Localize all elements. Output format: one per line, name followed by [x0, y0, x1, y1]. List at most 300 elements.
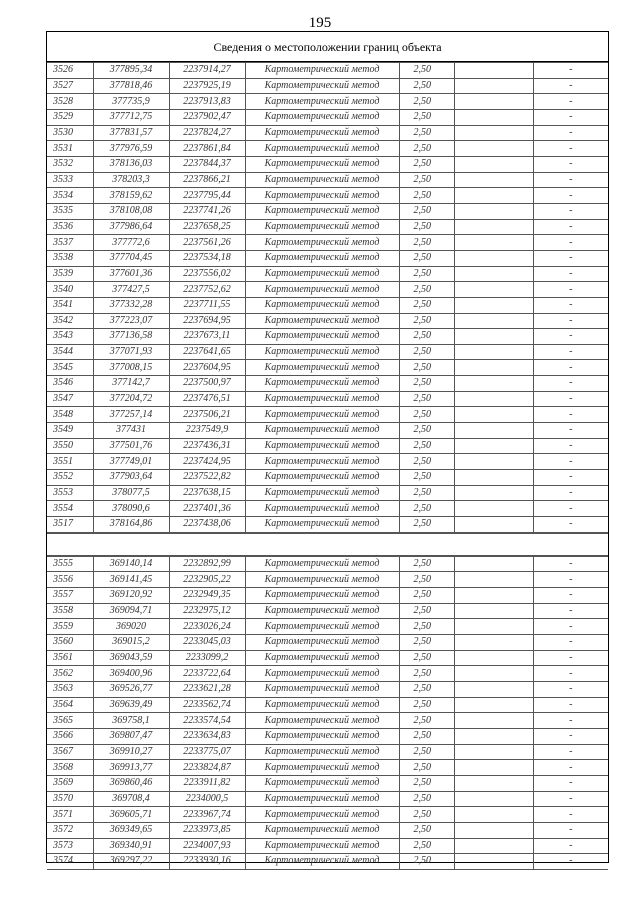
coord-x: 377818,46: [93, 78, 169, 94]
coord-y: 2237641,65: [169, 344, 245, 360]
coord-x: 369043,59: [93, 650, 169, 666]
coord-y: 2237476,51: [169, 391, 245, 407]
method-cell: Картометрический метод: [245, 603, 399, 619]
page-number: 195: [308, 15, 332, 31]
accuracy-cell: 2,50: [399, 588, 454, 604]
coord-x: 377501,76: [93, 438, 169, 454]
accuracy-cell: 2,50: [399, 603, 454, 619]
method-cell: Картометрический метод: [245, 172, 399, 188]
accuracy-cell: 2,50: [399, 572, 454, 588]
description-cell: -: [533, 329, 608, 345]
empty-cell: [454, 188, 533, 204]
accuracy-cell: 2,50: [399, 822, 454, 838]
accuracy-cell: 2,50: [399, 156, 454, 172]
empty-cell: [454, 266, 533, 282]
point-number: 3548: [47, 407, 93, 423]
table-row: [47, 791, 608, 807]
table-row: [47, 603, 608, 619]
accuracy-cell: 2,50: [399, 775, 454, 791]
point-number: 3566: [47, 728, 93, 744]
empty-cell: [454, 697, 533, 713]
description-cell: -: [533, 297, 608, 313]
coord-y: 2237534,18: [169, 250, 245, 266]
empty-cell: [454, 760, 533, 776]
coord-x: 377136,58: [93, 329, 169, 345]
coord-x: 377427,5: [93, 282, 169, 298]
point-number: 3554: [47, 501, 93, 517]
table-row: [47, 94, 608, 110]
accuracy-cell: 2,50: [399, 744, 454, 760]
empty-cell: [454, 588, 533, 604]
point-number: 3539: [47, 266, 93, 282]
coord-y: 2237795,44: [169, 188, 245, 204]
description-cell: -: [533, 313, 608, 329]
point-number: 3528: [47, 94, 93, 110]
empty-cell: [454, 603, 533, 619]
accuracy-cell: 2,50: [399, 297, 454, 313]
description-cell: -: [533, 235, 608, 251]
coord-y: 2237436,31: [169, 438, 245, 454]
description-cell: -: [533, 172, 608, 188]
method-cell: Картометрический метод: [245, 438, 399, 454]
description-cell: -: [533, 360, 608, 376]
table-row: [47, 470, 608, 486]
method-cell: Картометрический метод: [245, 619, 399, 635]
coord-y: 2233562,74: [169, 697, 245, 713]
method-cell: Картометрический метод: [245, 203, 399, 219]
method-cell: Картометрический метод: [245, 470, 399, 486]
coord-y: 2237741,26: [169, 203, 245, 219]
method-cell: Картометрический метод: [245, 109, 399, 125]
coord-x: 378108,08: [93, 203, 169, 219]
coord-x: 377257,14: [93, 407, 169, 423]
point-number: 3537: [47, 235, 93, 251]
description-cell: -: [533, 407, 608, 423]
empty-cell: [454, 454, 533, 470]
empty-cell: [454, 470, 533, 486]
coord-y: 2232949,35: [169, 588, 245, 604]
description-cell: -: [533, 423, 608, 439]
description-cell: -: [533, 94, 608, 110]
point-number: 3541: [47, 297, 93, 313]
coord-x: 369708,4: [93, 791, 169, 807]
description-cell: -: [533, 470, 608, 486]
point-number: 3549: [47, 423, 93, 439]
accuracy-cell: 2,50: [399, 666, 454, 682]
description-cell: -: [533, 438, 608, 454]
accuracy-cell: 2,50: [399, 63, 454, 79]
method-cell: Картометрический метод: [245, 391, 399, 407]
coord-y: 2237522,82: [169, 470, 245, 486]
method-cell: Картометрический метод: [245, 78, 399, 94]
accuracy-cell: 2,50: [399, 838, 454, 854]
table-row: [47, 63, 608, 79]
coord-y: 2233967,74: [169, 807, 245, 823]
table-row: [47, 760, 608, 776]
accuracy-cell: 2,50: [399, 266, 454, 282]
coord-x: 369340,91: [93, 838, 169, 854]
method-cell: Картометрический метод: [245, 501, 399, 517]
point-number: 3552: [47, 470, 93, 486]
empty-cell: [454, 63, 533, 79]
table-row: [47, 78, 608, 94]
table-row: [47, 485, 608, 501]
coord-y: 2233621,28: [169, 681, 245, 697]
description-cell: -: [533, 838, 608, 854]
empty-cell: [454, 235, 533, 251]
accuracy-cell: 2,50: [399, 854, 454, 870]
point-number: 3535: [47, 203, 93, 219]
method-cell: Картометрический метод: [245, 728, 399, 744]
description-cell: -: [533, 376, 608, 392]
coord-y: 2232892,99: [169, 556, 245, 572]
coord-y: 2232975,12: [169, 603, 245, 619]
coord-y: 2237658,25: [169, 219, 245, 235]
coord-x: 378090,6: [93, 501, 169, 517]
coord-y: 2237925,19: [169, 78, 245, 94]
coord-x: 378136,03: [93, 156, 169, 172]
coordinates-sheet: [46, 31, 609, 867]
method-cell: Картометрический метод: [245, 63, 399, 79]
method-cell: Картометрический метод: [245, 266, 399, 282]
point-number: 3534: [47, 188, 93, 204]
description-cell: -: [533, 517, 608, 533]
table-row: [47, 666, 608, 682]
coord-x: 369807,47: [93, 728, 169, 744]
description-cell: -: [533, 744, 608, 760]
coord-y: 2237694,95: [169, 313, 245, 329]
description-cell: -: [533, 634, 608, 650]
method-cell: Картометрический метод: [245, 760, 399, 776]
coord-y: 2237561,26: [169, 235, 245, 251]
coord-y: 2237549,9: [169, 423, 245, 439]
coord-y: 2237844,37: [169, 156, 245, 172]
empty-cell: [454, 666, 533, 682]
description-cell: -: [533, 619, 608, 635]
empty-cell: [454, 391, 533, 407]
description-cell: -: [533, 791, 608, 807]
coord-x: 369639,49: [93, 697, 169, 713]
table-row: [47, 744, 608, 760]
table-row: [47, 619, 608, 635]
method-cell: Картометрический метод: [245, 360, 399, 376]
accuracy-cell: 2,50: [399, 125, 454, 141]
coord-x: 377749,01: [93, 454, 169, 470]
accuracy-cell: 2,50: [399, 188, 454, 204]
point-number: 3533: [47, 172, 93, 188]
coord-x: 378203,3: [93, 172, 169, 188]
point-number: 3532: [47, 156, 93, 172]
description-cell: -: [533, 282, 608, 298]
accuracy-cell: 2,50: [399, 517, 454, 533]
method-cell: Картометрический метод: [245, 744, 399, 760]
coord-y: 2233973,85: [169, 822, 245, 838]
coord-y: 2233930,16: [169, 854, 245, 870]
description-cell: -: [533, 78, 608, 94]
point-number: 3544: [47, 344, 93, 360]
point-number: 3556: [47, 572, 93, 588]
coord-y: 2232905,22: [169, 572, 245, 588]
empty-cell: [454, 78, 533, 94]
accuracy-cell: 2,50: [399, 172, 454, 188]
coord-x: 377431: [93, 423, 169, 439]
method-cell: Картометрический метод: [245, 297, 399, 313]
empty-cell: [454, 838, 533, 854]
empty-cell: [454, 713, 533, 729]
table-row: [47, 203, 608, 219]
accuracy-cell: 2,50: [399, 282, 454, 298]
coord-x: 377008,15: [93, 360, 169, 376]
coord-x: 377142,7: [93, 376, 169, 392]
coord-y: 2237506,21: [169, 407, 245, 423]
empty-cell: [454, 822, 533, 838]
accuracy-cell: 2,50: [399, 454, 454, 470]
description-cell: -: [533, 266, 608, 282]
table-row: [47, 517, 608, 533]
point-number: 3527: [47, 78, 93, 94]
method-cell: Картометрический метод: [245, 423, 399, 439]
description-cell: -: [533, 681, 608, 697]
coord-x: 377986,64: [93, 219, 169, 235]
method-cell: Картометрический метод: [245, 344, 399, 360]
empty-cell: [454, 501, 533, 517]
point-number: 3551: [47, 454, 93, 470]
table-row: [47, 344, 608, 360]
accuracy-cell: 2,50: [399, 235, 454, 251]
coord-x: 369141,45: [93, 572, 169, 588]
method-cell: Картометрический метод: [245, 666, 399, 682]
method-cell: Картометрический метод: [245, 313, 399, 329]
description-cell: -: [533, 713, 608, 729]
coord-y: 2233775,07: [169, 744, 245, 760]
coord-x: 377903,64: [93, 470, 169, 486]
accuracy-cell: 2,50: [399, 697, 454, 713]
empty-cell: [454, 791, 533, 807]
description-cell: -: [533, 697, 608, 713]
accuracy-cell: 2,50: [399, 203, 454, 219]
point-number: 3574: [47, 854, 93, 870]
coord-y: 2237438,06: [169, 517, 245, 533]
coord-y: 2237711,55: [169, 297, 245, 313]
empty-cell: [454, 438, 533, 454]
table-row: [47, 141, 608, 157]
point-number: 3561: [47, 650, 93, 666]
table-row: [47, 572, 608, 588]
accuracy-cell: 2,50: [399, 407, 454, 423]
empty-cell: [454, 407, 533, 423]
coord-x: 369400,96: [93, 666, 169, 682]
coord-x: 369015,2: [93, 634, 169, 650]
table-row: [47, 329, 608, 345]
coord-x: 369120,92: [93, 588, 169, 604]
coord-y: 2237604,95: [169, 360, 245, 376]
empty-cell: [454, 156, 533, 172]
table-row: [47, 822, 608, 838]
point-number: 3517: [47, 517, 93, 533]
coord-y: 2237673,11: [169, 329, 245, 345]
coord-x: 378077,5: [93, 485, 169, 501]
empty-cell: [454, 360, 533, 376]
accuracy-cell: 2,50: [399, 728, 454, 744]
empty-cell: [454, 650, 533, 666]
coord-x: 369605,71: [93, 807, 169, 823]
accuracy-cell: 2,50: [399, 423, 454, 439]
accuracy-cell: 2,50: [399, 313, 454, 329]
description-cell: -: [533, 775, 608, 791]
empty-cell: [454, 572, 533, 588]
table-row: [47, 407, 608, 423]
coord-x: 369526,77: [93, 681, 169, 697]
coord-y: 2237500,97: [169, 376, 245, 392]
method-cell: Картометрический метод: [245, 282, 399, 298]
coord-y: 2237424,95: [169, 454, 245, 470]
coordinates-table-1: [47, 62, 608, 533]
point-number: 3555: [47, 556, 93, 572]
empty-cell: [454, 125, 533, 141]
point-number: 3540: [47, 282, 93, 298]
description-cell: -: [533, 219, 608, 235]
description-cell: -: [533, 109, 608, 125]
accuracy-cell: 2,50: [399, 501, 454, 517]
method-cell: Картометрический метод: [245, 329, 399, 345]
table-row: [47, 454, 608, 470]
table-row: [47, 634, 608, 650]
coord-x: 377204,72: [93, 391, 169, 407]
description-cell: -: [533, 203, 608, 219]
method-cell: Картометрический метод: [245, 572, 399, 588]
description-cell: -: [533, 156, 608, 172]
empty-cell: [454, 297, 533, 313]
method-cell: Картометрический метод: [245, 517, 399, 533]
empty-cell: [454, 485, 533, 501]
accuracy-cell: 2,50: [399, 619, 454, 635]
method-cell: Картометрический метод: [245, 141, 399, 157]
coord-y: 2237824,27: [169, 125, 245, 141]
method-cell: Картометрический метод: [245, 713, 399, 729]
empty-cell: [454, 376, 533, 392]
empty-cell: [454, 203, 533, 219]
accuracy-cell: 2,50: [399, 250, 454, 266]
table-row: [47, 250, 608, 266]
empty-cell: [454, 728, 533, 744]
coord-x: 369860,46: [93, 775, 169, 791]
coord-x: 369020: [93, 619, 169, 635]
description-cell: -: [533, 822, 608, 838]
coord-x: 377223,07: [93, 313, 169, 329]
coord-y: 2233722,64: [169, 666, 245, 682]
point-number: 3560: [47, 634, 93, 650]
point-number: 3526: [47, 63, 93, 79]
description-cell: -: [533, 854, 608, 870]
accuracy-cell: 2,50: [399, 391, 454, 407]
description-cell: -: [533, 63, 608, 79]
coord-y: 2237861,84: [169, 141, 245, 157]
description-cell: -: [533, 666, 608, 682]
coord-x: 377895,34: [93, 63, 169, 79]
accuracy-cell: 2,50: [399, 78, 454, 94]
description-cell: -: [533, 125, 608, 141]
table-row: [47, 681, 608, 697]
method-cell: Картометрический метод: [245, 485, 399, 501]
coord-x: 369140,14: [93, 556, 169, 572]
accuracy-cell: 2,50: [399, 485, 454, 501]
method-cell: Картометрический метод: [245, 822, 399, 838]
sheet-title: Сведения о местоположении границ объекта: [47, 32, 608, 62]
coord-x: 377704,45: [93, 250, 169, 266]
table-row: [47, 376, 608, 392]
method-cell: Картометрический метод: [245, 556, 399, 572]
table-row: [47, 588, 608, 604]
coord-x: 377831,57: [93, 125, 169, 141]
table-row: [47, 854, 608, 870]
coord-y: 2233026,24: [169, 619, 245, 635]
coord-x: 369758,1: [93, 713, 169, 729]
accuracy-cell: 2,50: [399, 650, 454, 666]
accuracy-cell: 2,50: [399, 360, 454, 376]
point-number: 3559: [47, 619, 93, 635]
coord-y: 2237638,15: [169, 485, 245, 501]
empty-cell: [454, 313, 533, 329]
method-cell: Картометрический метод: [245, 838, 399, 854]
accuracy-cell: 2,50: [399, 141, 454, 157]
coord-x: 378159,62: [93, 188, 169, 204]
accuracy-cell: 2,50: [399, 470, 454, 486]
accuracy-cell: 2,50: [399, 556, 454, 572]
description-cell: -: [533, 344, 608, 360]
empty-cell: [454, 250, 533, 266]
method-cell: Картометрический метод: [245, 454, 399, 470]
coord-x: 377712,75: [93, 109, 169, 125]
table-row: [47, 219, 608, 235]
point-number: 3567: [47, 744, 93, 760]
empty-cell: [454, 172, 533, 188]
empty-cell: [454, 94, 533, 110]
empty-cell: [454, 219, 533, 235]
method-cell: Картометрический метод: [245, 219, 399, 235]
description-cell: -: [533, 588, 608, 604]
empty-cell: [454, 517, 533, 533]
empty-cell: [454, 854, 533, 870]
point-number: 3553: [47, 485, 93, 501]
accuracy-cell: 2,50: [399, 634, 454, 650]
point-number: 3572: [47, 822, 93, 838]
table-row: [47, 391, 608, 407]
table-row: [47, 697, 608, 713]
coord-x: 378164,86: [93, 517, 169, 533]
coord-x: 369910,27: [93, 744, 169, 760]
empty-cell: [454, 807, 533, 823]
coord-y: 2237752,62: [169, 282, 245, 298]
method-cell: Картометрический метод: [245, 156, 399, 172]
point-number: 3531: [47, 141, 93, 157]
empty-cell: [454, 634, 533, 650]
point-number: 3573: [47, 838, 93, 854]
table-row: [47, 556, 608, 572]
coord-y: 2233911,82: [169, 775, 245, 791]
empty-cell: [454, 141, 533, 157]
empty-cell: [454, 423, 533, 439]
point-number: 3558: [47, 603, 93, 619]
coord-x: 369349,65: [93, 822, 169, 838]
coord-y: 2233045,03: [169, 634, 245, 650]
description-cell: -: [533, 188, 608, 204]
coord-x: 369913,77: [93, 760, 169, 776]
coord-x: 369297,22: [93, 854, 169, 870]
coord-y: 2237556,02: [169, 266, 245, 282]
table-row: [47, 501, 608, 517]
accuracy-cell: 2,50: [399, 344, 454, 360]
coord-y: 2237902,47: [169, 109, 245, 125]
